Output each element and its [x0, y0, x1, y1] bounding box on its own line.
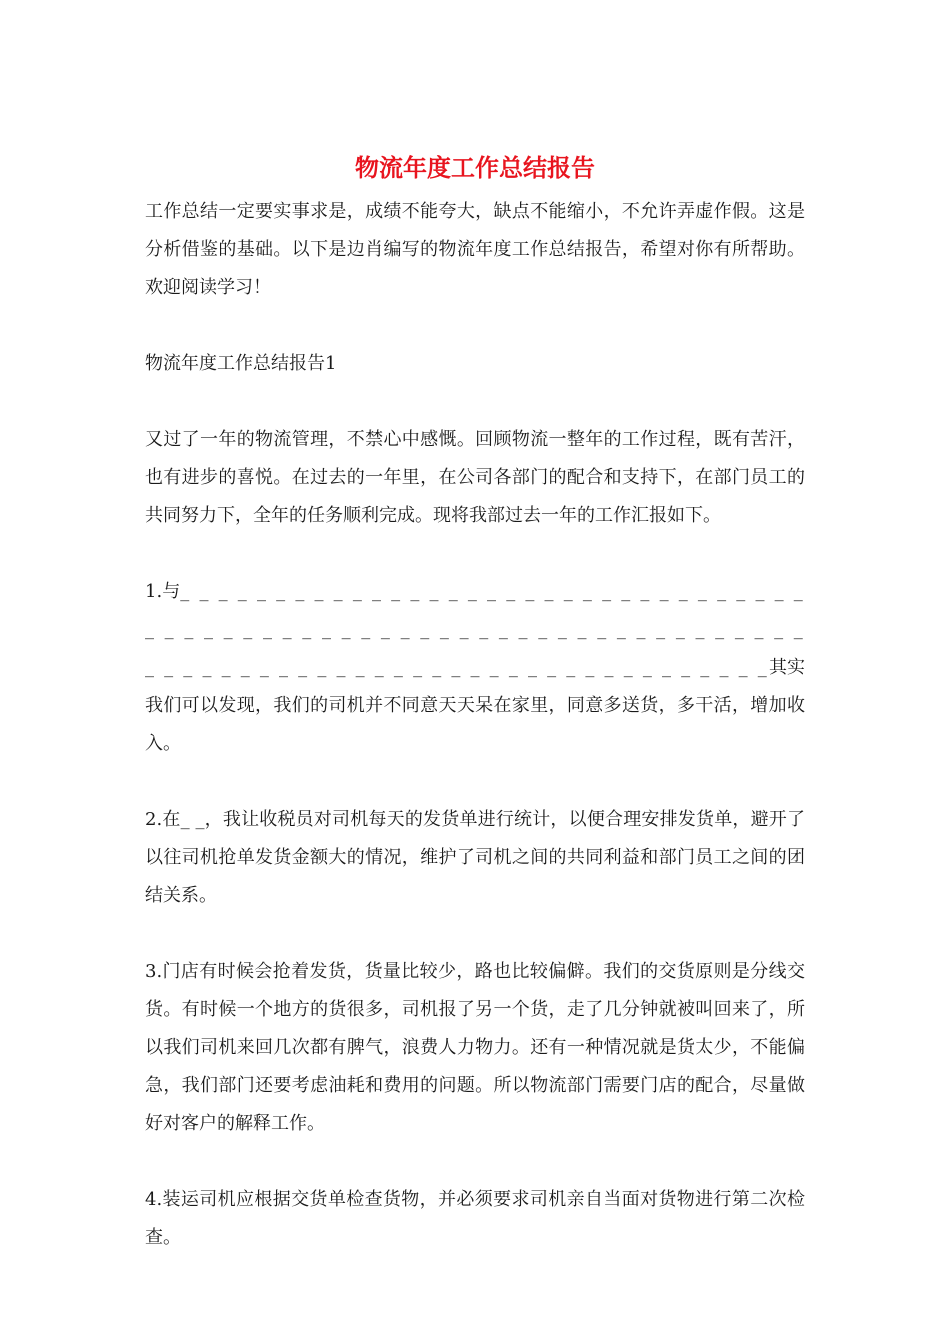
fill-in-blank: _ _ _ _ _ _ _ _ _ _ _ _ _ _ _ _ _ _ _ _ _ _ _ _ _ _ _ _ _ _ _ _ _ _ _ _ _ _ _ _ _ _ _ _ _ _ _ _ _ _ _ _ _ _ _ _ _ _ _ _ _ _ _ _ _ _ _ _ _ _ _ _ _ _ _ _ _ _ _ _ _ _ _ _ _ _ _ _ _ _ _ _ _ _ _ _ _ _ _ _ [145, 581, 805, 678]
list-item-3: 3.门店有时候会抢着发货，货量比较少，路也比较偏僻。我们的交货原则是分线交货。有时候一个地方的货很多，司机报了另一个货，走了几分钟就被叫回来了，所以我们司机来回几次都有脾气，浪费人力物力。还有一种情况就是货太少，不能偏急，我们部门还要考虑油耗和费用的问题。所以物流部门需要门店的配合，尽量做好对客户的解释工作。 [145, 961, 805, 1134]
section-heading: 物流年度工作总结报告1 [145, 353, 337, 374]
document-body [145, 193, 805, 1295]
opening-paragraph: 又过了一年的物流管理，不禁心中感慨。回顾物流一整年的工作过程，既有苦汗，也有进步的喜悦。在过去的一年里，在公司各部门的配合和支持下，在部门员工的共同努力下，全年的任务顺利完成。现将我部过去一年的工作汇报如下。 [145, 429, 805, 526]
list-item-1 [145, 573, 805, 763]
list-item-4: 4.装运司机应根据交货单检查货物，并必须要求司机亲自当面对货物进行第二次检查。 [145, 1189, 805, 1248]
list-item-1-text: 其实我们可以发现，我们的司机并不同意天天呆在家里，同意多送货，多干活，增加收入。 [145, 657, 806, 754]
list-item-2: 2.在_ _，我让收税员对司机每天的发货单进行统计，以便合理安排发货单，避开了以往司机抢单发货金额大的情况，维护了司机之间的共同利益和部门员工之间的团结关系。 [145, 809, 805, 906]
document-title: 物流年度工作总结报告 [355, 153, 595, 182]
list-item-1-prefix: 1.与 [145, 581, 181, 602]
intro-paragraph: 工作总结一定要实事求是，成绩不能夸大，缺点不能缩小，不允许弄虚作假。这是分析借鉴的基础。以下是边肖编写的物流年度工作总结报告，希望对你有所帮助。欢迎阅读学习！ [145, 201, 805, 298]
